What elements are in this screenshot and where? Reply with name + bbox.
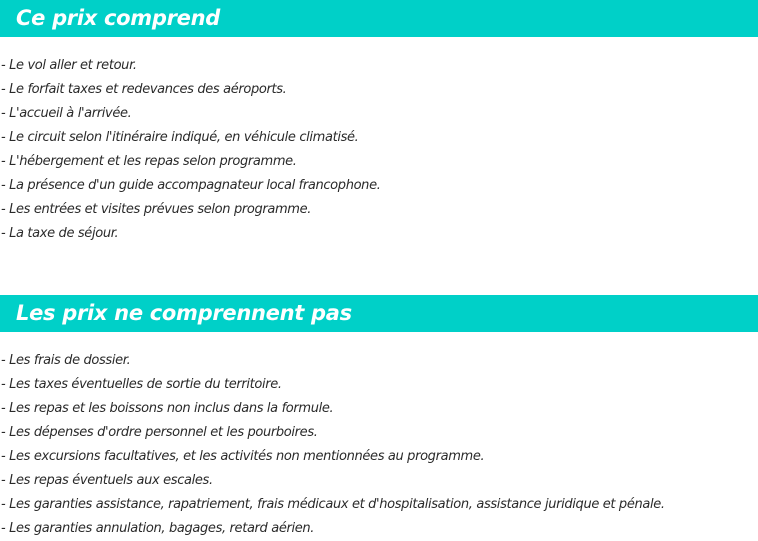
excluded-item: - Les garanties assistance, rapatriement, frais médicaux et d'hospitalisation, assistance juridique et pénale. (1, 497, 665, 512)
excluded-item: - Les repas et les boissons non inclus dans la formule. (1, 401, 334, 416)
excluded-title: Les prix ne comprennent pas (16, 301, 352, 325)
included-item: - Le vol aller et retour. (1, 58, 137, 73)
excluded-item: - Les repas éventuels aux escales. (1, 473, 213, 488)
excluded-list (0, 332, 758, 541)
included-list (0, 37, 758, 246)
excluded-item: - Les frais de dossier. (1, 353, 131, 368)
included-item: - L'accueil à l'arrivée. (1, 106, 132, 121)
included-item: - Le forfait taxes et redevances des aéroports. (1, 82, 287, 97)
included-section (0, 0, 758, 246)
included-item: - La présence d'un guide accompagnateur local francophone. (1, 178, 381, 193)
included-item: - Le circuit selon l'itinéraire indiqué, en véhicule climatisé. (1, 130, 359, 145)
included-item: - Les entrées et visites prévues selon programme. (1, 202, 312, 217)
excluded-item: - Les taxes éventuelles de sortie du territoire. (1, 377, 282, 392)
included-title: Ce prix comprend (16, 6, 220, 30)
excluded-header-band (0, 295, 758, 332)
included-item: - La taxe de séjour. (1, 226, 119, 241)
excluded-item: - Les dépenses d'ordre personnel et les pourboires. (1, 425, 318, 440)
excluded-item: - Les excursions facultatives, et les activités non mentionnées au programme. (1, 449, 485, 464)
excluded-section (0, 295, 758, 541)
included-item: - L'hébergement et les repas selon programme. (1, 154, 297, 169)
excluded-item: - Les garanties annulation, bagages, retard aérien. (1, 521, 315, 536)
included-header-band (0, 0, 758, 37)
